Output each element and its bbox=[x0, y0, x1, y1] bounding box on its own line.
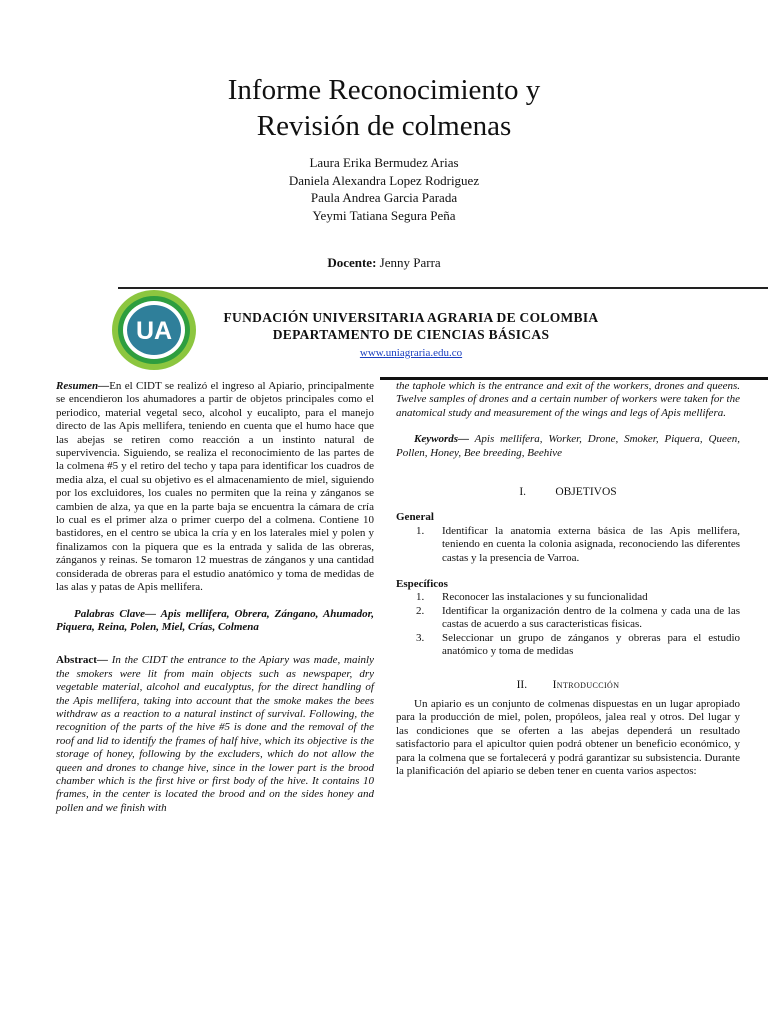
institution-name: FUNDACIÓN UNIVERSITARIA AGRARIA DE COLOMBIA bbox=[223, 310, 599, 325]
keywords-label: Keywords— bbox=[414, 433, 469, 446]
left-column bbox=[56, 380, 374, 815]
section-number: II. bbox=[516, 678, 528, 691]
abstract-paragraph bbox=[56, 654, 374, 815]
general-heading: General bbox=[396, 511, 434, 524]
list-item bbox=[396, 591, 740, 604]
right-column bbox=[396, 380, 740, 778]
section-title: OBJETIVOS bbox=[555, 486, 617, 499]
abstract-text: In the CIDT the entrance to the Apiary was made, mainly the smokers were lit from main objects such as newspaper, dry vegetable material, alcohol and eucalyptus, for the direct handling of the Apis mellifera, taking into account that the smoke makes the bees withdraw as a reaction to a natural instinct of survival. Following, the recognition of the parts of the hive #5 is done and the removal of the roof and lid to identify the frames of half hive, which its objective is the storage of honey, following by the excluders, which do not allow the queen and drones to change hive, since in the lower part is the brood chamber which is the first hive or first body of the hive. It contains 10 frames, in the center is located the brood and on the sides honey and pollen and we finish with bbox=[56, 654, 374, 814]
palabras-clave-label: Palabras Clave— bbox=[74, 607, 157, 620]
abstract-continuation: the taphole which is the entrance and exit of the workers, drones and queens. Twelve samples of drones and a certain number of workers were taken for the anatomical study and measurement of the wings and legs of Apis mellifera. bbox=[396, 380, 740, 419]
palabras-clave-text: Apis mellifera, Obrera, Zángano, Ahumador, Piquera, Reina, Polen, Miel, Crías, Colmena bbox=[56, 607, 375, 633]
palabras-clave-paragraph bbox=[56, 608, 374, 635]
resumen-label: Resumen— bbox=[56, 380, 110, 392]
list-item bbox=[396, 605, 740, 632]
especificos-heading: Específicos bbox=[396, 578, 448, 591]
especificos-list bbox=[396, 591, 740, 658]
list-item-text: Reconocer las instalaciones y su funcionalidad bbox=[442, 591, 648, 604]
university-logo bbox=[104, 286, 208, 374]
list-item-number: 1. bbox=[416, 591, 425, 604]
author: Daniela Alexandra Lopez Rodriguez bbox=[288, 172, 480, 188]
section-title: Introducción bbox=[552, 678, 620, 691]
author: Yeymi Tatiana Segura Peña bbox=[312, 207, 456, 223]
docente-name: Jenny Parra bbox=[376, 255, 441, 270]
list-item bbox=[396, 632, 740, 659]
section-number: I. bbox=[519, 486, 527, 499]
title-line-2: Revisión de colmenas bbox=[256, 110, 512, 142]
institution-block bbox=[196, 309, 626, 362]
keywords-paragraph bbox=[396, 433, 740, 460]
paper-title bbox=[0, 72, 768, 144]
author: Paula Andrea Garcia Parada bbox=[310, 190, 458, 205]
docente-label: Docente: bbox=[327, 255, 377, 270]
list-item-number: 3. bbox=[416, 631, 425, 644]
list-item-number: 2. bbox=[416, 604, 425, 617]
section-objetivos-heading bbox=[396, 486, 740, 499]
introduccion-paragraph: Un apiario es un conjunto de colmenas dispuestas en un lugar apropiado para la producción de miel, polen, propóleos, jalea real y otros. Del lugar y las condiciones que se oferten a las abejas dependerá un resultado satisfactorio para el apicultor quien podrá obtener un beneficio económico, y para la colmena que se fortalecerá y podrá garantizar su subsistencia. Durante la planificación del apiario se deben tener en cuenta varios aspectos: bbox=[396, 697, 740, 777]
resumen-text: En el CIDT se realizó el ingreso al Apiario, principalmente se encendieron los ahumadores a partir de objetos principales como el periodico, material vegetal seco, alcohol y eucalipto, para el manejo directo de las Apis mellifera, teniendo en cuenta que el humo hace que las abejas se retiren como reacción a un instinto natural de supervivencia. Siguiendo, se realiza el reconocimiento de las partes de la colmena #5 y el retiro del techo y tapa para identificar los cuadros de media alza, el cual su objetivo es el almacenamiento de miel, siguiendo por los excluidores, los cuales no permiten que la reina y zánganos se cambien de alza, ya que en la parte baja se encuentra la cámara de cría lo cual es el primer alza o primer cuerpo del a colmena. Contiene 10 bastidores, en el centro se ubica la cría y en los laterales miel y polen y finalizamos con la piquera que es la entrada y salida de las obreras, zánganos y reinas. Se tomaron 12 muestras de zánganos y una cantidad considerada de obreras para el estudio anatómico y toma de medidas de las alas y patas de Apis mellifera. bbox=[56, 380, 374, 594]
institution-link[interactable]: www.uniagraria.edu.co bbox=[359, 347, 463, 359]
docente-line bbox=[0, 255, 768, 271]
list-item bbox=[396, 525, 740, 565]
resumen-paragraph bbox=[56, 380, 374, 595]
section-introduccion-heading bbox=[396, 679, 740, 692]
list-item-number: 1. bbox=[416, 524, 425, 537]
author-list bbox=[0, 154, 768, 224]
list-item-text: Identificar la anatomia externa básica de las Apis mellifera, teniendo en cuenta la colonia asignada, reconociendo las diferentes castas y la presencia de Varroa. bbox=[442, 524, 740, 564]
department-name: DEPARTAMENTO DE CIENCIAS BÁSICAS bbox=[272, 327, 550, 342]
author: Laura Erika Bermudez Arias bbox=[309, 155, 459, 170]
keywords-text: Apis mellifera, Worker, Drone, Smoker, Piquera, Queen, Pollen, Honey, Bee breeding, Beehive bbox=[396, 433, 740, 459]
title-line-1: Informe Reconocimiento y bbox=[227, 74, 541, 106]
logo-text: UA bbox=[135, 317, 173, 345]
general-list bbox=[396, 525, 740, 565]
list-item-text: Seleccionar un grupo de zánganos y obreras para el estudio anatómico y toma de medidas bbox=[442, 631, 740, 658]
abstract-label: Abstract— bbox=[56, 654, 108, 667]
header-rule-top bbox=[118, 287, 768, 289]
list-item-text: Identificar la organización dentro de la colmena y cada una de las castas de acuerdo a sus caracteristicas fisicas. bbox=[442, 604, 740, 631]
